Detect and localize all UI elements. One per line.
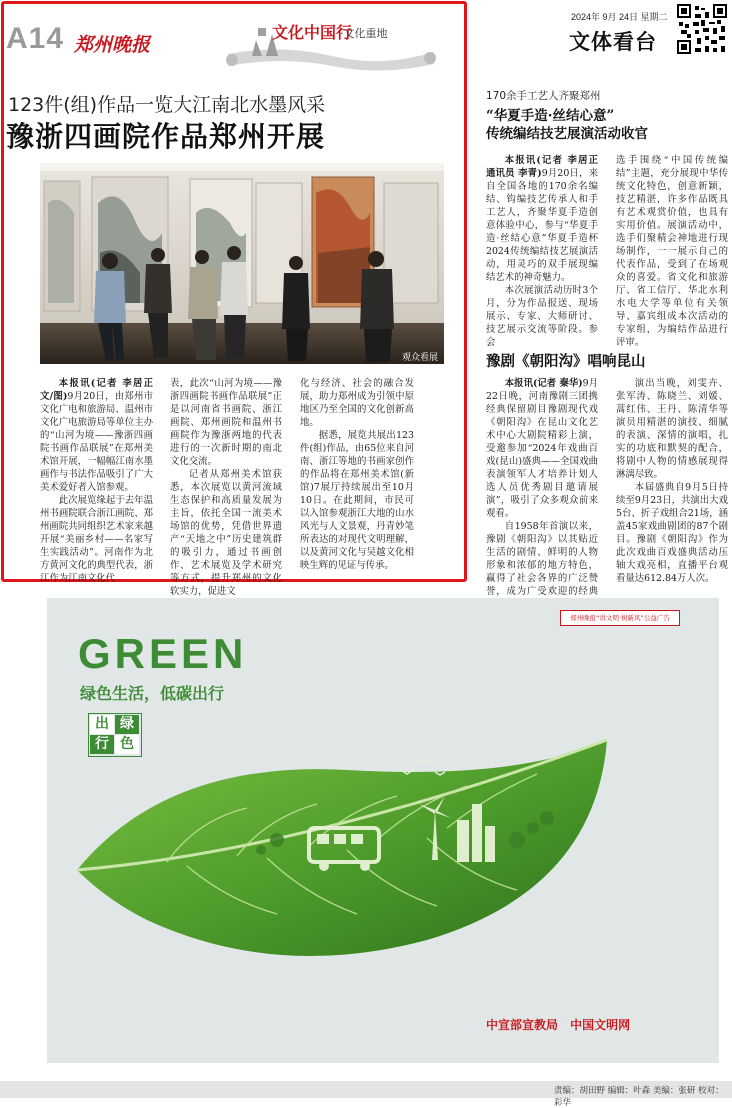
paragraph: 9月20日，来自全国各地的170余名编结、钩编技艺传承人和手工艺人，齐聚华夏手造创意体验中心，参与“华夏手造·丝结心意”华夏手造杯2024传统编结技艺展演活动，用灵巧的双手展现编结艺术的神奇魅力。 bbox=[486, 168, 598, 283]
seal-character: 色 bbox=[115, 735, 139, 754]
side-article-1-column-2 bbox=[616, 154, 728, 349]
paragraph: 演出当晚，刘雯卉、张军涛、陈晓兰、刘媛、蒿红伟、王丹、陈清华等演员用精湛的演技、细腻的表演、深情的演唱，扎实的功底和默契的配合，将剧中人物的情感展现得淋漓尽致。 bbox=[616, 378, 728, 480]
ad-green-wordmark: GREEN bbox=[78, 630, 248, 677]
seal-character: 行 bbox=[90, 735, 114, 754]
leaf-illustration bbox=[47, 700, 719, 1000]
newspaper-logo: 郑州晚报 bbox=[74, 34, 151, 56]
paragraph: 本届盛典自9月5日持续至9月23日，共演出大戏5台、折子戏组合21场，涵盖45家戏曲剧团的87个剧目。豫剧《朝阳沟》作为此次戏曲百戏盛典活动压轴大戏亮相，直播平台观看量达612.84万人次。 bbox=[616, 482, 728, 584]
paragraph: 9月20日，由郑州市文化广电和旅游局、温州市文化广电旅游局等单位主办的“山河为境——豫浙四画院书画作品联展”在郑州美术馆开展，一幅幅江南水墨画作与书法作品吸引了广大美术爱好者入馆参观。 bbox=[40, 391, 153, 493]
main-article-subtitle: 123件(组)作品一览大江南北水墨风采 bbox=[8, 94, 326, 116]
photo-caption: 观众看展 bbox=[402, 353, 439, 363]
side-article-1-kicker: 170余手工艺人齐聚郑州 bbox=[486, 90, 601, 102]
side-article-1-title-line-2: 传统编结技艺展演活动收官 bbox=[486, 126, 648, 142]
qr-code-icon bbox=[677, 4, 727, 54]
paragraph: 自1958年首演以来，豫剧《朝阳沟》以其贴近生活的剧情、鲜明的人物形象和浓郁的地方特色，赢得了社会各界的广泛赞誉，成为广受欢迎的经典 bbox=[486, 521, 598, 597]
banner-title: 文化中国行 bbox=[272, 23, 353, 42]
page-number: A14 bbox=[6, 22, 65, 55]
exhibition-photo bbox=[40, 163, 444, 364]
main-article-column-1 bbox=[40, 377, 153, 585]
paragraph: 此次展览缘起于去年温州书画院联合浙江画院、郑州画院共同组织艺术家来越开展“美丽乡村——名家写生实践活动”。河南作为北方黄河文化的典型代表，浙江作为江南文化代 bbox=[40, 495, 153, 584]
section-title: 文体看台 bbox=[569, 31, 657, 54]
side-article-1-title-line-1: “华夏手造·丝结心意” bbox=[486, 108, 615, 124]
ad-sponsor-line: 中宣部宣教局 中国文明网 bbox=[486, 1018, 631, 1032]
paragraph: 化与经济、社会的融合发展，助力郑州成为引领中原地区乃至全国的文化创新高地。 bbox=[300, 378, 414, 428]
side-article-1-column-1 bbox=[486, 154, 598, 349]
paragraph: 本次展演活动历时3个月，分为作品报送、现场展示、专家、大师研讨、技艺展示交流等阶段。参会 bbox=[486, 285, 598, 348]
main-article-column-3 bbox=[300, 377, 414, 572]
date-line: 2024年 9月 24日 星期二 bbox=[571, 12, 668, 22]
paragraph: 据悉，展览共展出123件(组)作品，由65位来自河南、浙江等地的书画家创作的作品将在郑州美术馆(新馆)7展厅持续展出至10月10日。在此期间，市民可以入馆参观浙江大地的山水风光与人文景观，丹青妙笔所表达的对现代文明理解，以及黄河文化与吴越文化相映生辉的见证与传承。 bbox=[300, 430, 414, 571]
ad-slogan: 绿色生活，低碳出行 bbox=[80, 684, 225, 703]
byline: 本报讯(记者 李居正 通讯员 李青) bbox=[486, 155, 598, 179]
side-article-2-column-2 bbox=[616, 377, 728, 585]
seal-character: 出 bbox=[90, 715, 114, 734]
paragraph: 9月22日晚，河南豫剧三团携经典保留剧目豫剧现代戏《朝阳沟》在昆山文化艺术中心大剧院精彩上演，受邀参加“2024年戏曲百戏(昆山)盛典——全国戏曲表演领军人才培养计划人选人员优秀剧目邀请展演”，吸引了众多观众前来观看。 bbox=[486, 378, 599, 519]
byline: 本报讯(记者 李居正 文/图) bbox=[40, 378, 153, 402]
paragraph: 记者从郑州美术馆获悉，本次展览以黄河流域生态保护和高质量发展为主旨，依托全国一流美术场馆的优势，凭借世界遗产“天地之中”历史建筑群的吸引力，通过书画创作、艺术展览及学术研究等方式，提升郑州的文化软实力，促进文 bbox=[170, 469, 282, 597]
editor-credits: 责编：胡田野 编辑：叶森 美编：张研 校对：彩华 bbox=[554, 1086, 724, 1108]
side-article-2-title: 豫剧《朝阳沟》唱响昆山 bbox=[486, 353, 646, 370]
main-article-title: 豫浙四画院作品郑州开展 bbox=[6, 120, 326, 153]
side-article-2-column-1 bbox=[486, 377, 598, 611]
seal-character: 绿 bbox=[115, 715, 139, 734]
main-article-column-2 bbox=[170, 377, 282, 598]
byline: 本报讯(记者 秦华) bbox=[504, 378, 583, 389]
ad-badge: 郑州晚报“讲文明·树新风”公益广告 bbox=[560, 610, 680, 626]
paragraph: 选手围绕“中国传统编结”主题，充分展现中华传统文化特色，创意新颖，技艺精湛，许多作品既具有艺术观赏价值，也具有实用价值。展演活动中，选手们聚精会神地进行现场制作，一一展示自己的代表作品，受到了在场观众的喜爱。省文化和旅游厅、省工信厅、华北水利水电大学等单位有关领导、嘉宾组成本次活动的专家组，为编结作品进行评审。 bbox=[616, 155, 728, 348]
banner-subtitle: ·文化重地 bbox=[340, 27, 388, 40]
ad-seal-logo bbox=[88, 713, 142, 757]
paragraph: 表，此次“山河为境——豫浙四画院书画作品联展”正是以河南省书画院、浙江画院、郑州画院和温州书画院作为豫浙两地的代表进行的一次新时期的南北文化交流。 bbox=[170, 378, 282, 467]
